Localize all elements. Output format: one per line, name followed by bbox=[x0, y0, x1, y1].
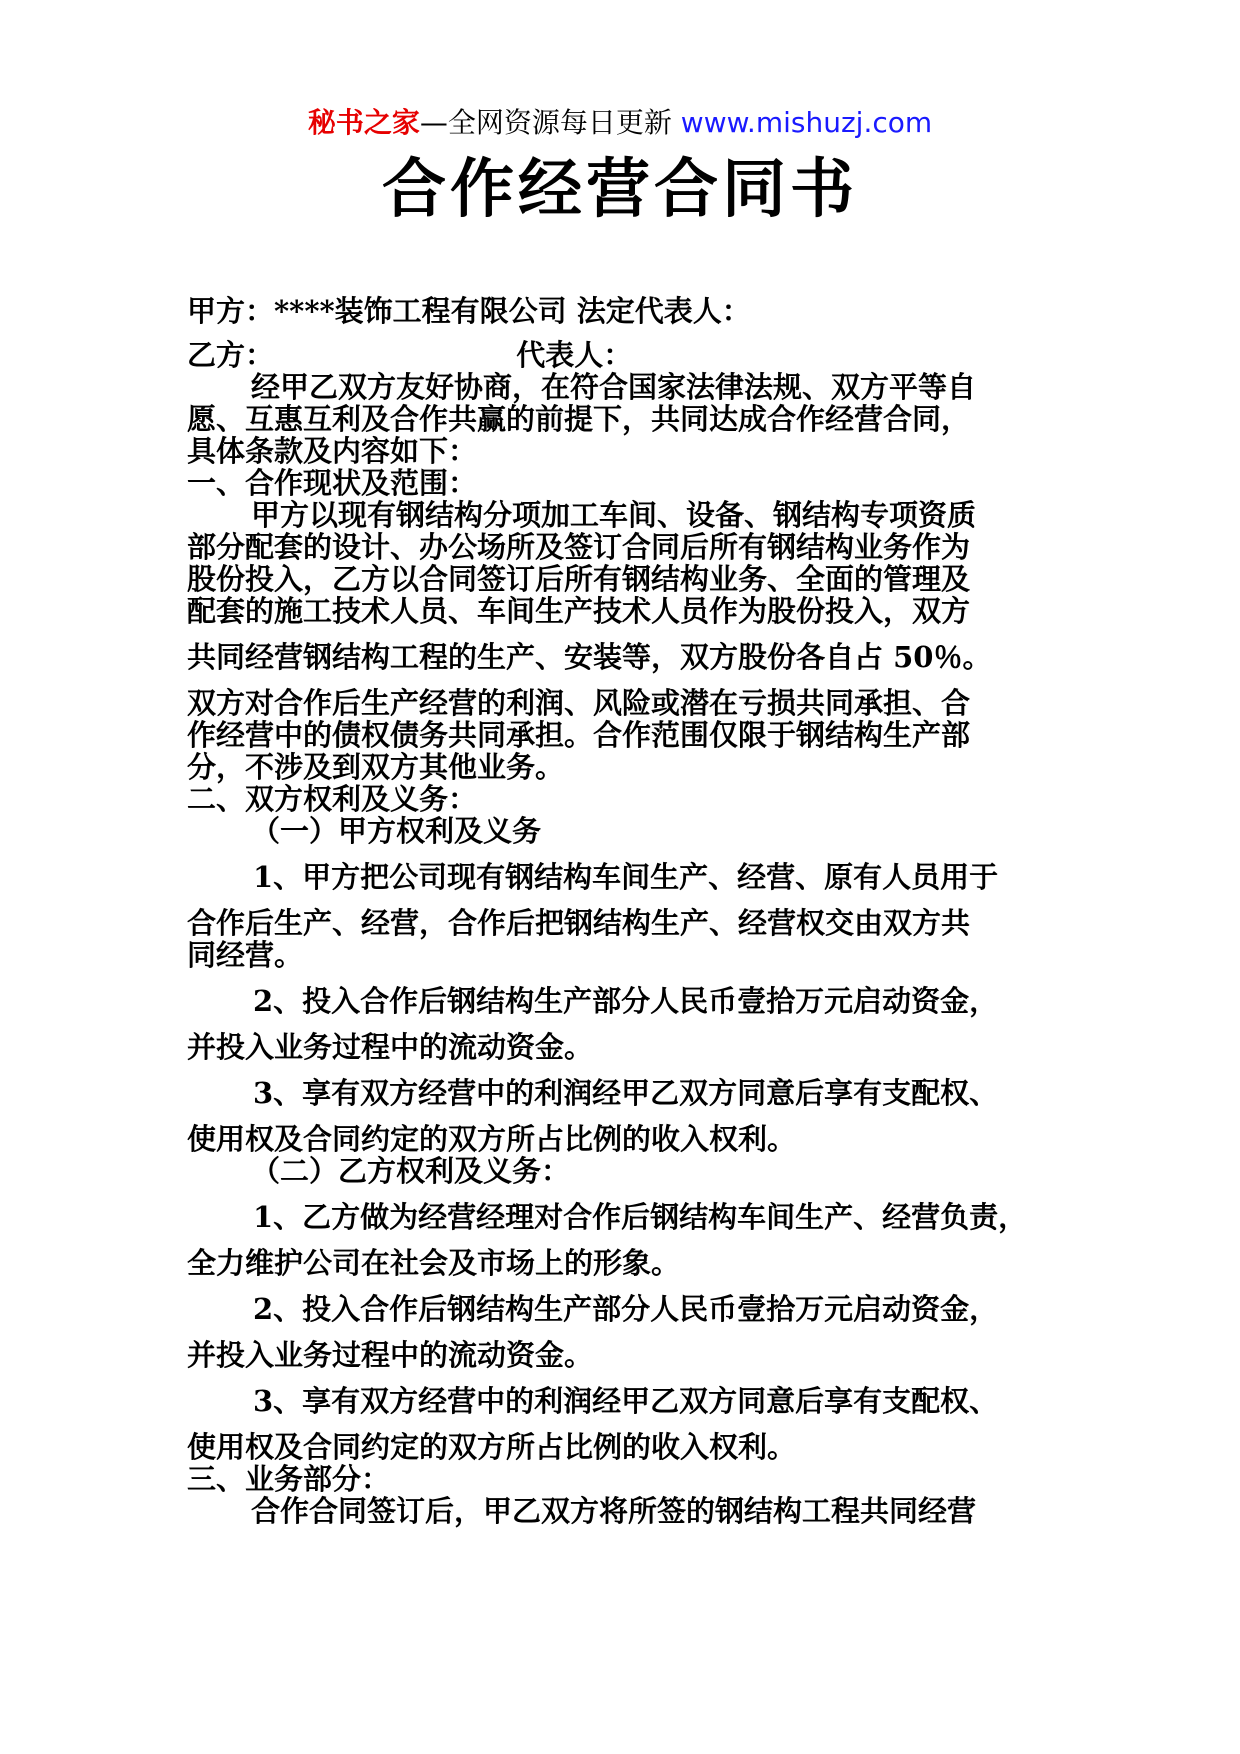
paragraph-line: 并投入业务过程中的流动资金。 bbox=[187, 1338, 594, 1372]
paragraph-line: 并投入业务过程中的流动资金。 bbox=[187, 1030, 594, 1064]
document-body bbox=[187, 295, 1057, 1527]
site-url[interactable]: www.mishuzj.com bbox=[680, 106, 933, 139]
paragraph-line: 3、享有双方经营中的利润经甲乙双方同意后享有支配权、 bbox=[253, 1384, 999, 1418]
paragraph-line: 共同经营钢结构工程的生产、安装等，双方股份各自占 50％。 bbox=[187, 640, 992, 674]
section-heading: 二、双方权利及义务： bbox=[187, 782, 478, 816]
paragraph-line: 3、享有双方经营中的利润经甲乙双方同意后享有支配权、 bbox=[253, 1076, 999, 1110]
paragraph-line: 同经营。 bbox=[187, 938, 304, 972]
paragraph-line: 具体条款及内容如下： bbox=[187, 434, 478, 468]
paragraph-line: 1、乙方做为经营经理对合作后钢结构车间生产、经营负责， bbox=[253, 1200, 1028, 1234]
paragraph-line: 经甲乙双方友好协商，在符合国家法律法规、双方平等自 bbox=[251, 370, 977, 404]
paragraph-line: 1、甲方把公司现有钢结构车间生产、经营、原有人员用于 bbox=[253, 860, 999, 894]
paragraph-line: 愿、互惠互利及合作共赢的前提下，共同达成合作经营合同， bbox=[187, 402, 971, 436]
paragraph-line: 2、投入合作后钢结构生产部分人民币壹拾万元启动资金， bbox=[253, 984, 999, 1018]
section-heading: 一、合作现状及范围： bbox=[187, 466, 478, 500]
document-title: 合作经营合同书 bbox=[382, 153, 858, 227]
paragraph-line: 合作合同签订后，甲乙双方将所签的钢结构工程共同经营 bbox=[251, 1494, 977, 1528]
site-header bbox=[0, 103, 1240, 143]
paragraph-line: 作经营中的债权债务共同承担。合作范围仅限于钢结构生产部 bbox=[187, 718, 971, 752]
paragraph-line: 2、投入合作后钢结构生产部分人民币壹拾万元启动资金， bbox=[253, 1292, 999, 1326]
slogan: —全网资源每日更新 bbox=[419, 106, 672, 139]
paragraph-line: 全力维护公司在社会及市场上的形象。 bbox=[187, 1246, 681, 1280]
subsection-heading: （二）乙方权利及义务： bbox=[251, 1154, 571, 1188]
paragraph-line: 双方对合作后生产经营的利润、风险或潜在亏损共同承担、合 bbox=[187, 686, 971, 720]
paragraph-line: 使用权及合同约定的双方所占比例的收入权利。 bbox=[187, 1122, 797, 1156]
paragraph-line: 股份投入，乙方以合同签订后所有钢结构业务、全面的管理及 bbox=[187, 562, 971, 596]
paragraph-line: 部分配套的设计、办公场所及签订合同后所有钢结构业务作为 bbox=[187, 530, 971, 564]
paragraph-line: 合作后生产、经营，合作后把钢结构生产、经营权交由双方共 bbox=[187, 906, 971, 940]
party-a-line: 甲方：****装饰工程有限公司 法定代表人： bbox=[187, 294, 751, 328]
party-b-line: 乙方： 代表人： bbox=[187, 338, 633, 372]
section-heading: 三、业务部分： bbox=[187, 1462, 391, 1496]
paragraph-line: 分，不涉及到双方其他业务。 bbox=[187, 750, 565, 784]
paragraph-line: 配套的施工技术人员、车间生产技术人员作为股份投入，双方 bbox=[187, 594, 971, 628]
paragraph-line: 甲方以现有钢结构分项加工车间、设备、钢结构专项资质 bbox=[251, 498, 977, 532]
paragraph-line: 使用权及合同约定的双方所占比例的收入权利。 bbox=[187, 1430, 797, 1464]
subsection-heading: （一）甲方权利及义务 bbox=[251, 814, 542, 848]
brand-name: 秘书之家 bbox=[307, 106, 420, 139]
